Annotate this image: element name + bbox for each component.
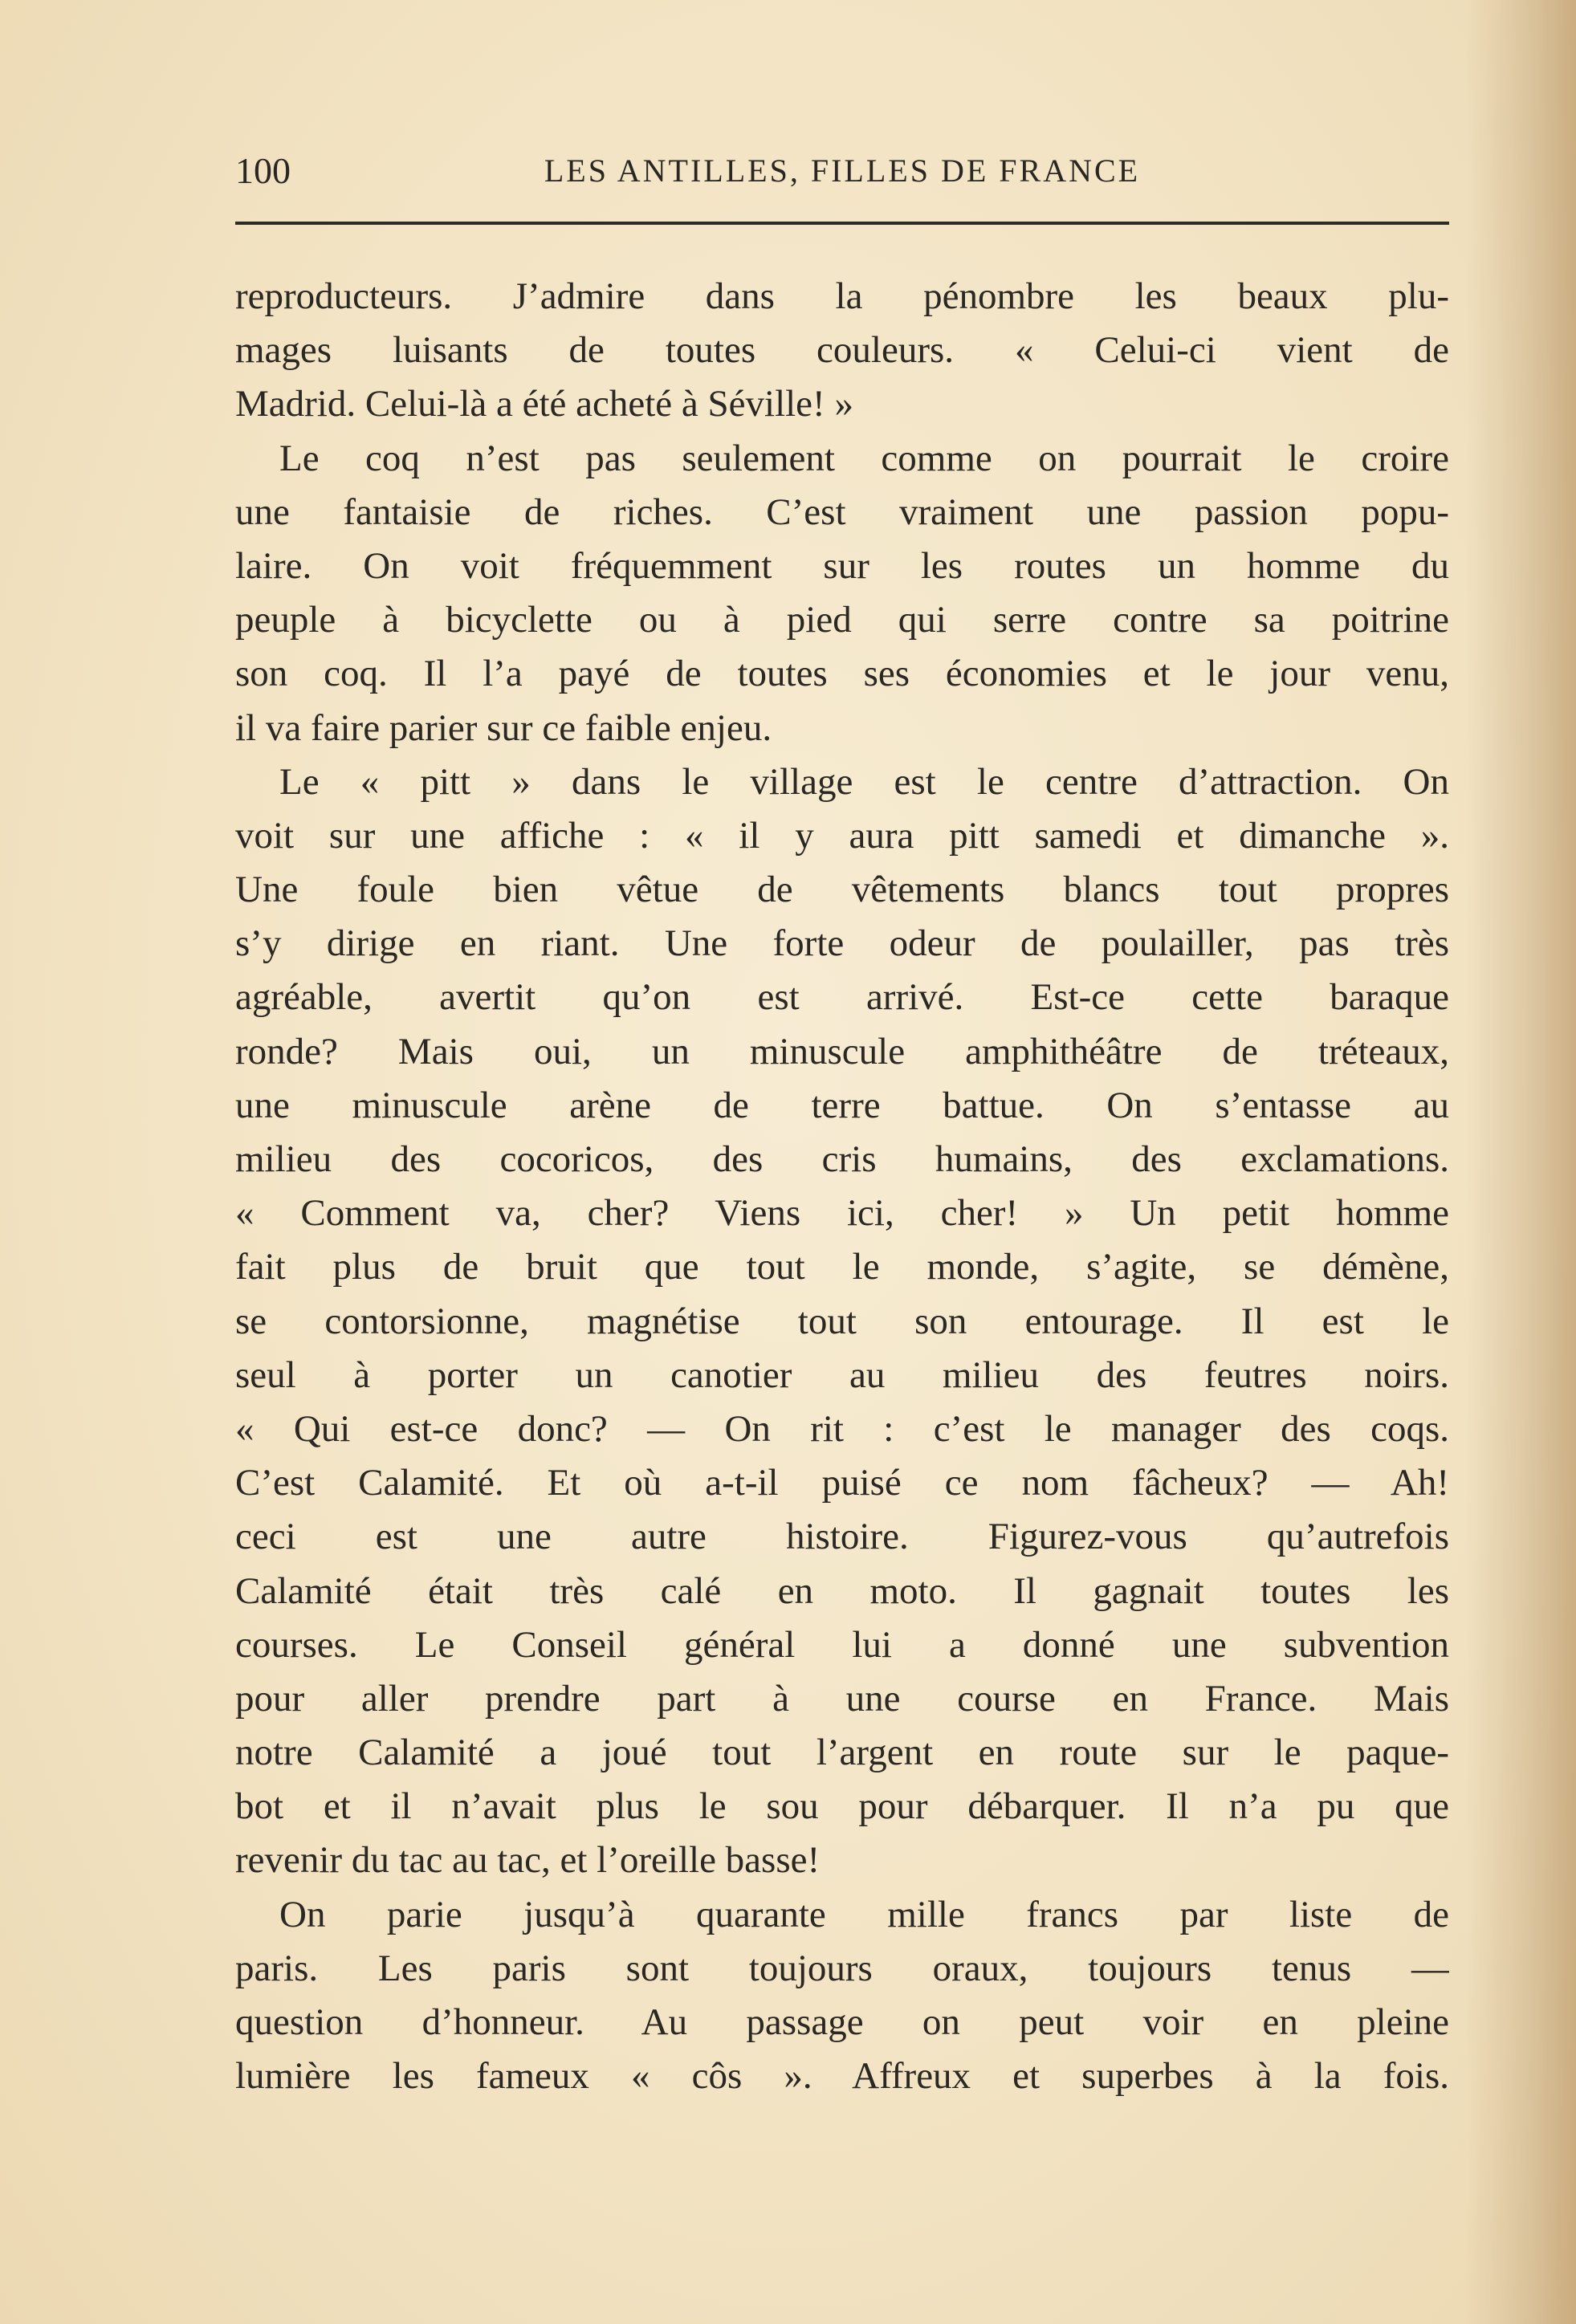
running-title: LES ANTILLES, FILLES DE FRANCE [544, 153, 1141, 189]
text-line: bot et il n’avait plus le sou pour débarquer. Il n’a pu que [235, 1785, 1449, 1828]
text-line: ronde? Mais oui, un minuscule amphithéâtre de tréteaux, [235, 1030, 1449, 1072]
text-line: mages luisants de toutes couleurs. « Celui-ci vient de [235, 329, 1449, 372]
text-line: Calamité était très calé en moto. Il gagnait toutes les [235, 1569, 1449, 1612]
text-line: milieu des cocoricos, des cris humains, des exclamations. [235, 1138, 1449, 1180]
text-line: son coq. Il l’a payé de toutes ses économies et le jour venu, [235, 653, 1449, 695]
text-line: Madrid. Celui-là a été acheté à Séville! » [235, 383, 853, 425]
text-line: C’est Calamité. Et où a-t-il puisé ce nom fâcheux? — Ah! [235, 1462, 1449, 1504]
text-line: lumière les fameux « côs ». Affreux et superbes à la fois. [235, 2055, 1449, 2098]
text-line: courses. Le Conseil général lui a donné une subvention [235, 1623, 1449, 1666]
text-line: agréable, avertit qu’on est arrivé. Est-ce cette baraque [235, 976, 1449, 1019]
text-line: fait plus de bruit que tout le monde, s’agite, se démène, [235, 1246, 1449, 1288]
text-line: question d’honneur. Au passage on peut voir en pleine [235, 2001, 1449, 2043]
text-line: « Qui est-ce donc? — On rit : c’est le manager des coqs. [235, 1407, 1449, 1450]
text-line: notre Calamité a joué tout l’argent en route sur le paque- [235, 1732, 1449, 1774]
text-line: seul à porter un canotier au milieu des feutres noirs. [235, 1353, 1449, 1396]
text-line: voit sur une affiche : « il y aura pitt samedi et dimanche ». [235, 814, 1449, 857]
text-line: il va faire parier sur ce faible enjeu. [235, 706, 772, 749]
page-number: 100 [235, 150, 291, 191]
text-line: s’y dirige en riant. Une forte odeur de poulailler, pas très [235, 922, 1449, 965]
text-line: peuple à bicyclette ou à pied qui serre contre sa poitrine [235, 599, 1449, 641]
text-line: revenir du tac au tac, et l’oreille basse! [235, 1839, 821, 1882]
text-line: une fantaisie de riches. C’est vraiment une passion popu- [235, 490, 1449, 533]
text-line: une minuscule arène de terre battue. On s’entasse au [235, 1084, 1449, 1126]
text-line: laire. On voit fréquemment sur les routes un homme du [235, 544, 1449, 587]
text-line: paris. Les paris sont toujours oraux, toujours tenus — [235, 1947, 1449, 1989]
page-header [235, 147, 1449, 195]
text-line: pour aller prendre part à une course en France. Mais [235, 1677, 1449, 1720]
text-line: ceci est une autre histoire. Figurez-vous qu’autrefois [235, 1516, 1449, 1558]
text-line: reproducteurs. J’admire dans la pénombre les beaux plu- [235, 275, 1449, 317]
body-text [235, 270, 1449, 2103]
text-line: Une foule bien vêtue de vêtements blancs tout propres [235, 869, 1449, 911]
text-line: Le « pitt » dans le village est le centre d’attraction. On [279, 760, 1449, 803]
text-line: Le coq n’est pas seulement comme on pourrait le croire [279, 437, 1449, 479]
text-line: On parie jusqu’à quarante mille francs par liste de [279, 1893, 1449, 1935]
text-line: « Comment va, cher? Viens ici, cher! » Un petit homme [235, 1192, 1449, 1235]
header-rule [235, 222, 1449, 225]
text-line: se contorsionne, magnétise tout son entourage. Il est le [235, 1300, 1449, 1342]
